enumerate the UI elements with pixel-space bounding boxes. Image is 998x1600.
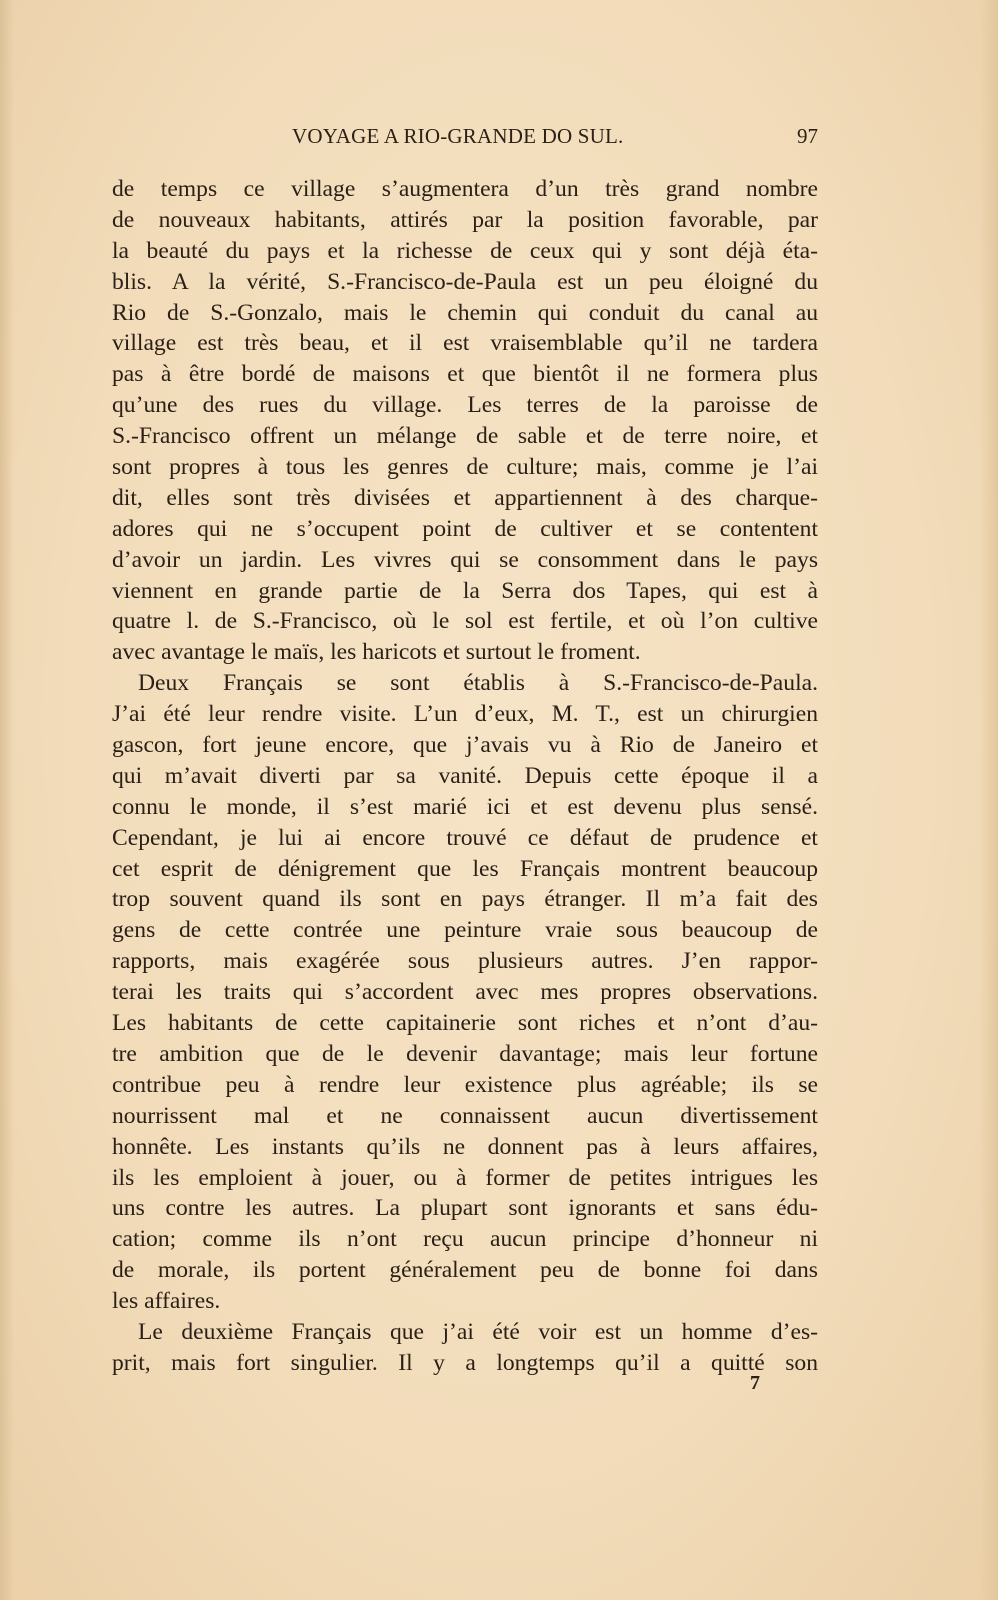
- text-line: blis. A la vérité, S.-Francisco-de-Paula est un peu éloigné du: [112, 268, 818, 295]
- text-line: qui m’avait diverti par sa vanité. Depuis cette époque il a: [112, 762, 818, 789]
- text-line: honnête. Les instants qu’ils ne donnent pas à leurs affaires,: [112, 1133, 818, 1160]
- text-line: dit, elles sont très divisées et appartiennent à des charque-: [112, 484, 818, 511]
- text-line: trop souvent quand ils sont en pays étranger. Il m’a fait des: [112, 886, 818, 913]
- text-line: pas à être bordé de maisons et que bientôt il ne formera plus: [112, 361, 818, 388]
- text-line: Cependant, je lui ai encore trouvé ce défaut de prudence et: [112, 824, 818, 851]
- page-number: 97: [797, 124, 818, 148]
- text-line: les affaires.: [112, 1288, 221, 1315]
- text-line: cet esprit de dénigrement que les Français montrent beaucoup: [112, 855, 818, 882]
- text-line: d’avoir un jardin. Les vivres qui se consomment dans le pays: [112, 546, 818, 573]
- text-line: viennent en grande partie de la Serra dos Tapes, qui est à: [112, 577, 818, 604]
- text-line: de morale, ils portent généralement peu de bonne foi dans: [112, 1257, 818, 1284]
- text-line: avec avantage le maïs, les haricots et surtout le froment.: [112, 639, 641, 666]
- text-line: sont propres à tous les genres de culture; mais, comme je l’ai: [112, 454, 818, 481]
- text-line: adores qui ne s’occupent point de cultiver et se contentent: [112, 515, 818, 542]
- text-line: de nouveaux habitants, attirés par la position favorable, par: [112, 206, 818, 233]
- page-edge-left: [0, 0, 14, 1600]
- text-line: nourrissent mal et ne connaissent aucun divertissement: [112, 1102, 818, 1129]
- text-line: qu’une des rues du village. Les terres de la paroisse de: [112, 392, 818, 419]
- text-line: Le deuxième Français que j’ai été voir est un homme d’es-: [138, 1318, 818, 1345]
- text-line: Deux Français se sont établis à S.-Francisco-de-Paula.: [138, 670, 818, 697]
- text-line: terai les traits qui s’accordent avec mes propres observations.: [112, 979, 818, 1006]
- signature-mark: 7: [750, 1372, 760, 1394]
- text-line: contribue peu à rendre leur existence plus agréable; ils se: [112, 1071, 818, 1098]
- text-line: connu le monde, il s’est marié ici et est devenu plus sensé.: [112, 793, 818, 820]
- text-line: la beauté du pays et la richesse de ceux qui y sont déjà éta-: [112, 237, 818, 264]
- text-line: rapports, mais exagérée sous plusieurs autres. J’en rappor-: [112, 948, 818, 975]
- text-line: uns contre les autres. La plupart sont ignorants et sans édu-: [112, 1195, 818, 1222]
- text-line: quatre l. de S.-Francisco, où le sol est fertile, et où l’on cultive: [112, 608, 818, 635]
- running-header: [112, 124, 818, 154]
- text-line: gascon, fort jeune encore, que j’avais vu à Rio de Janeiro et: [112, 732, 818, 759]
- text-line: village est très beau, et il est vraisemblable qu’il ne tardera: [112, 330, 818, 357]
- text-line: cation; comme ils n’ont reçu aucun principe d’honneur ni: [112, 1226, 818, 1253]
- text-line: de temps ce village s’augmentera d’un très grand nombre: [112, 176, 818, 202]
- text-line: Rio de S.-Gonzalo, mais le chemin qui conduit du canal au: [112, 299, 818, 326]
- text-line: ils les emploient à jouer, ou à former de petites intrigues les: [112, 1164, 818, 1191]
- running-title: VOYAGE A RIO-GRANDE DO SUL.: [292, 124, 624, 148]
- text-line: prit, mais fort singulier. Il y a longtemps qu’il a quitté son: [112, 1349, 818, 1376]
- text-line: J’ai été leur rendre visite. L’un d’eux, M. T., est un chirurgien: [112, 701, 818, 728]
- text-line: tre ambition que de le devenir davantage; mais leur fortune: [112, 1040, 818, 1067]
- body-text: [112, 174, 818, 1379]
- text-line: S.-Francisco offrent un mélange de sable et de terre noire, et: [112, 423, 818, 450]
- text-line: gens de cette contrée une peinture vraie sous beaucoup de: [112, 917, 818, 944]
- text-line: Les habitants de cette capitainerie sont riches et n’ont d’au-: [112, 1010, 818, 1037]
- page-edge-right: [980, 0, 998, 1600]
